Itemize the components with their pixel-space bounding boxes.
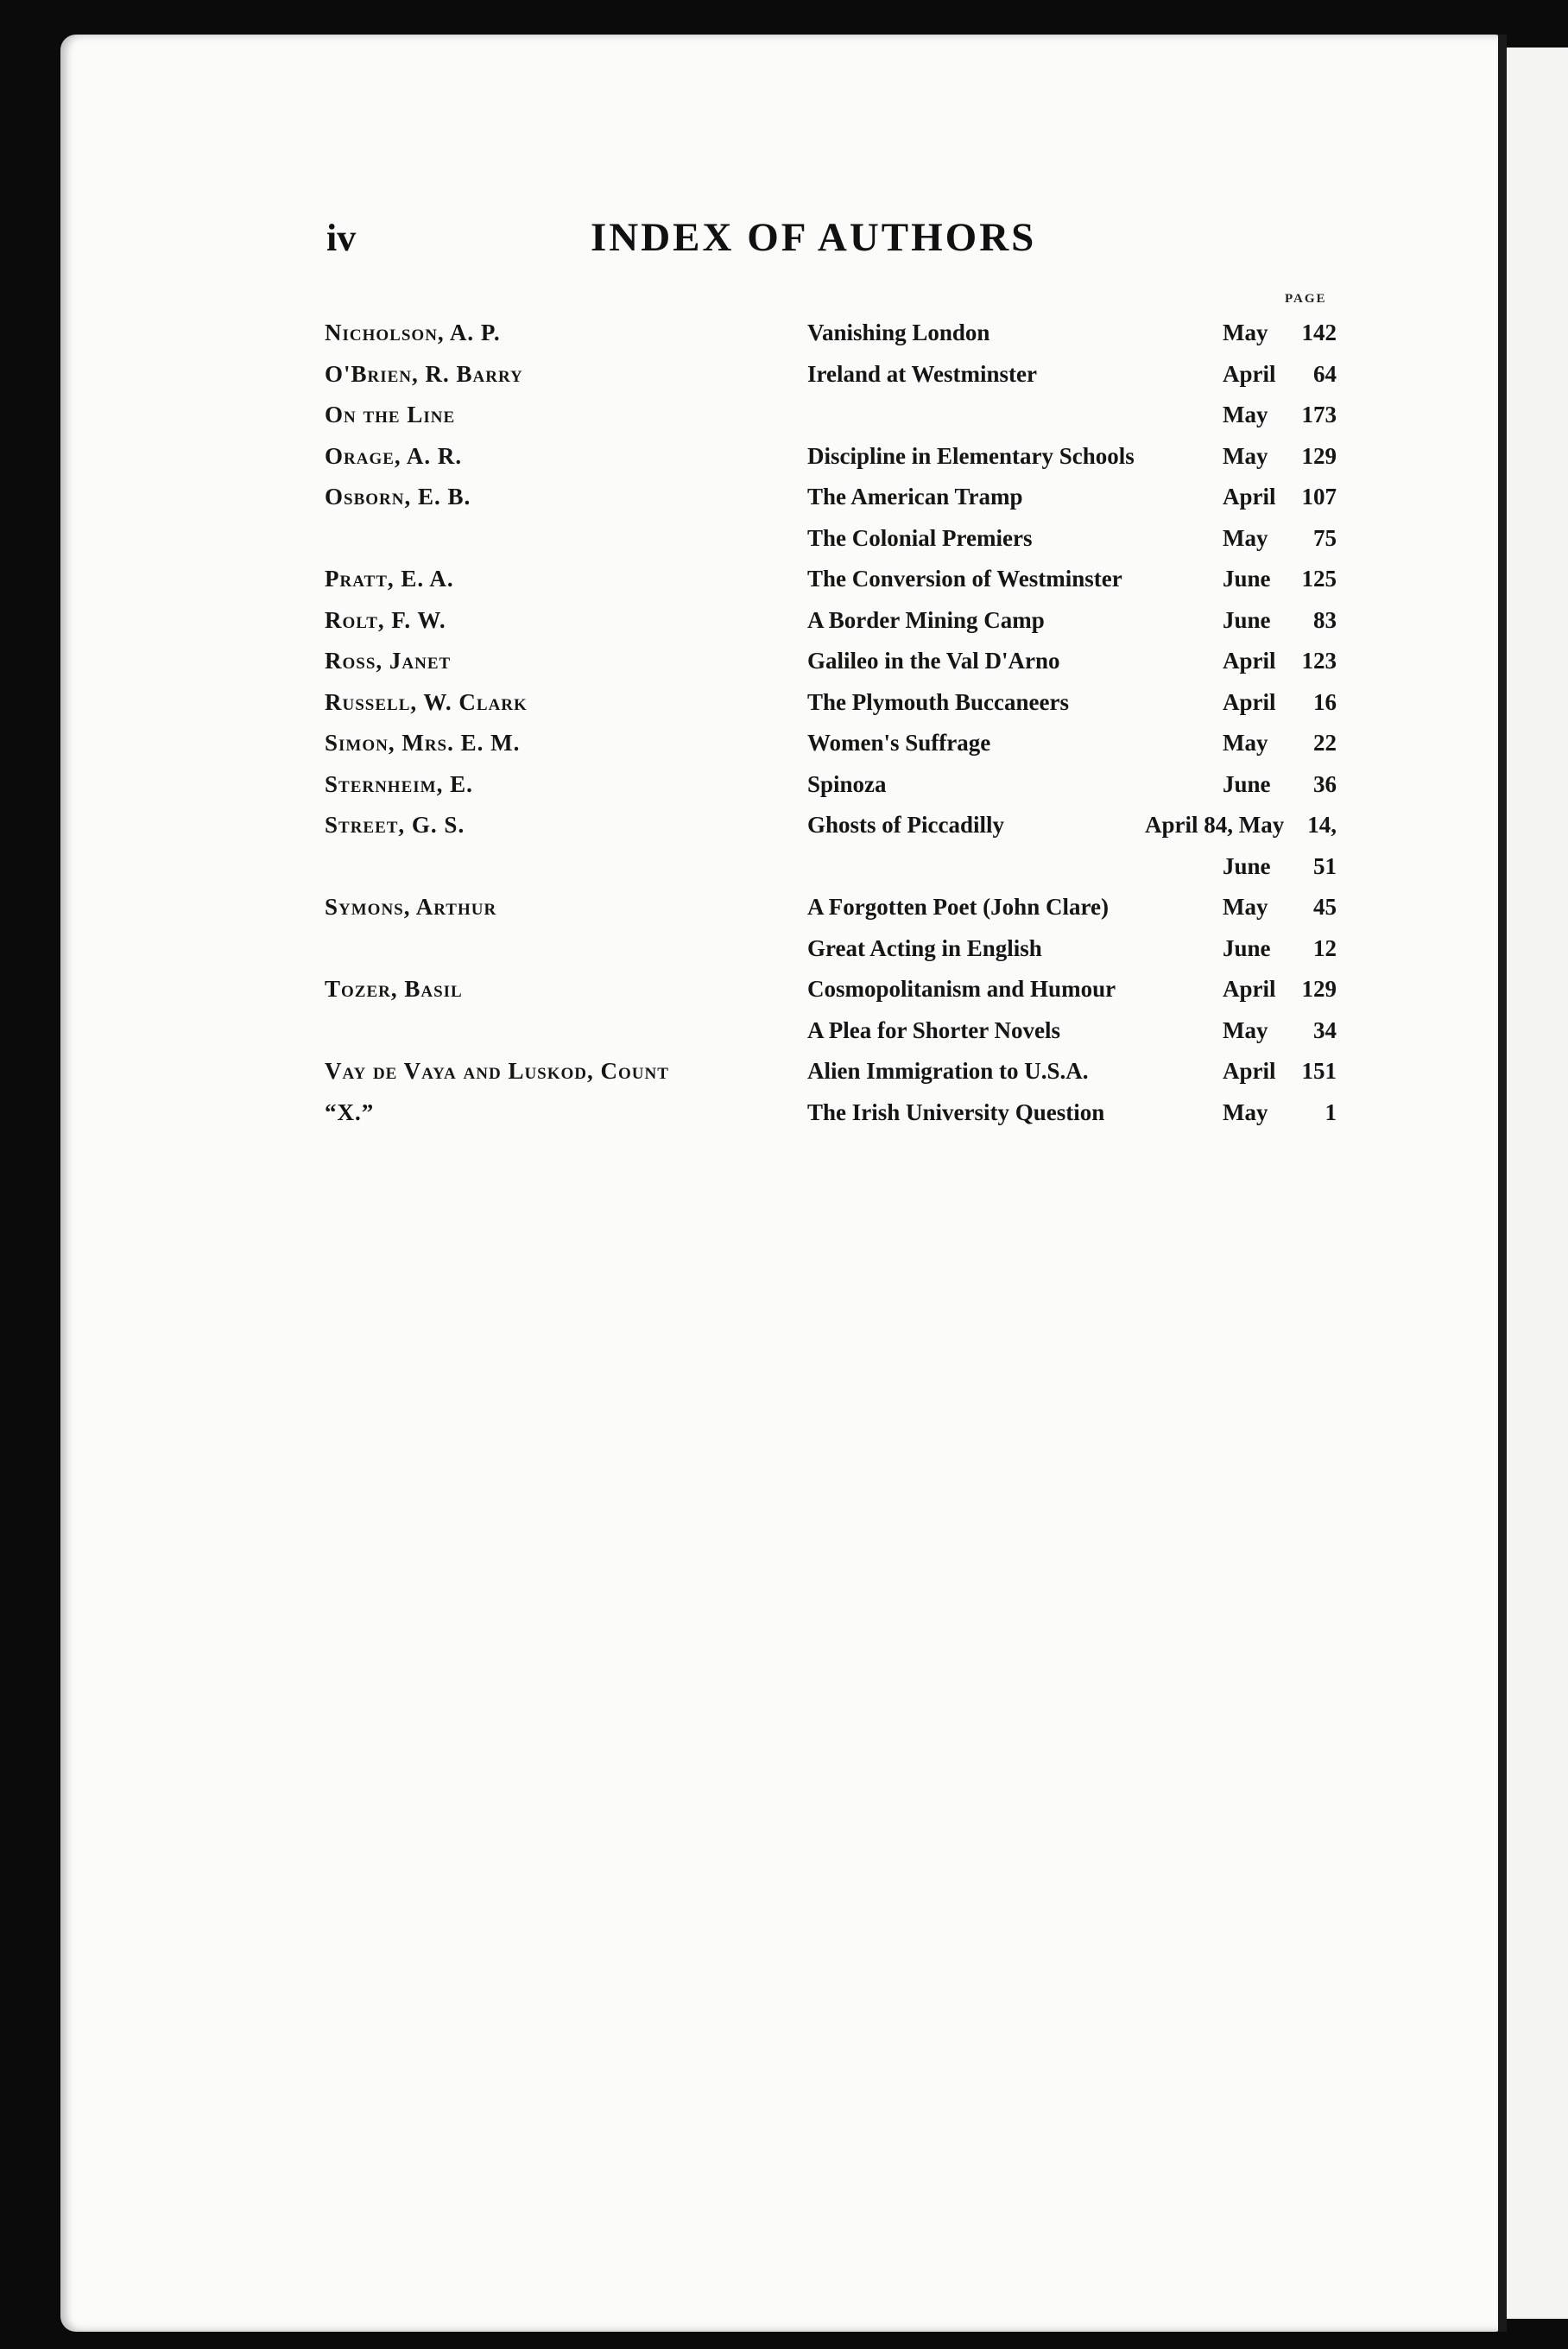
index-row bbox=[325, 600, 1344, 642]
issue-month: May bbox=[1223, 1099, 1268, 1125]
author-name: Simon, Mrs. E. M. bbox=[325, 730, 521, 756]
author-name: Vay de Vaya and Luskod, Count bbox=[325, 1058, 669, 1084]
author-name: O'Brien, R. Barry bbox=[325, 360, 523, 387]
index-row bbox=[325, 1010, 1344, 1052]
article-title: Ghosts of Piccadilly bbox=[807, 812, 1004, 838]
article-title: Discipline in Elementary Schools bbox=[807, 442, 1135, 469]
page-header bbox=[326, 214, 1338, 266]
page-number: 125 bbox=[1301, 566, 1337, 592]
index-row bbox=[325, 436, 1344, 478]
author-name: Symons, Arthur bbox=[325, 894, 497, 920]
article-title: The Irish University Question bbox=[807, 1099, 1105, 1125]
page-number: 129 bbox=[1301, 976, 1337, 1002]
facing-page-edge bbox=[1507, 47, 1568, 2319]
index-row bbox=[325, 1092, 1344, 1134]
author-name: Pratt, E. A. bbox=[325, 566, 454, 592]
index-row bbox=[325, 887, 1344, 928]
author-name: On the Line bbox=[325, 402, 456, 427]
index-row bbox=[325, 641, 1344, 682]
index-row bbox=[325, 846, 1344, 888]
issue-month: April bbox=[1223, 360, 1276, 387]
index-row bbox=[325, 805, 1344, 846]
page-number: 1 bbox=[1325, 1099, 1337, 1125]
issue-month: June bbox=[1223, 770, 1271, 797]
article-title: Great Acting in English bbox=[807, 934, 1042, 961]
author-name: Tozer, Basil bbox=[325, 976, 463, 1002]
page-number: 12 bbox=[1313, 934, 1337, 961]
index-row bbox=[325, 928, 1344, 970]
page-column-header: PAGE bbox=[1285, 292, 1327, 306]
author-index-table bbox=[325, 313, 1344, 1133]
article-title: Vanishing London bbox=[807, 320, 990, 345]
issue-month: May bbox=[1223, 894, 1268, 920]
index-row bbox=[325, 764, 1344, 806]
issue-month: April 84, May bbox=[1145, 812, 1285, 838]
index-row bbox=[325, 969, 1344, 1010]
issue-month: May bbox=[1223, 1016, 1268, 1043]
article-title: Galileo in the Val D'Arno bbox=[807, 648, 1060, 674]
page-number: 36 bbox=[1313, 770, 1337, 797]
issue-month: May bbox=[1223, 320, 1268, 345]
page-number: 123 bbox=[1301, 648, 1337, 674]
article-title: The Conversion of Westminster bbox=[807, 566, 1122, 592]
page-number: 51 bbox=[1313, 852, 1337, 879]
issue-month: April bbox=[1223, 484, 1276, 510]
article-title: Cosmopolitanism and Humour bbox=[807, 976, 1116, 1002]
issue-month: May bbox=[1223, 402, 1268, 427]
index-row bbox=[325, 313, 1344, 354]
issue-month: April bbox=[1223, 976, 1276, 1002]
page-number: 151 bbox=[1301, 1058, 1337, 1084]
article-title: A Border Mining Camp bbox=[807, 606, 1045, 633]
page-number: 45 bbox=[1313, 894, 1337, 920]
page-number: 14, bbox=[1307, 812, 1337, 838]
issue-month: June bbox=[1223, 606, 1271, 633]
author-name: “X.” bbox=[325, 1099, 375, 1125]
article-title: Ireland at Westminster bbox=[807, 360, 1037, 387]
article-title: Women's Suffrage bbox=[807, 730, 991, 756]
article-title: The Plymouth Buccaneers bbox=[807, 688, 1069, 715]
index-row bbox=[325, 723, 1344, 764]
index-row bbox=[325, 682, 1344, 724]
book-gutter bbox=[1498, 35, 1507, 2332]
article-title: The American Tramp bbox=[807, 484, 1023, 510]
issue-month: May bbox=[1223, 442, 1268, 469]
article-title: A Forgotten Poet (John Clare) bbox=[807, 894, 1109, 920]
page-number: 34 bbox=[1313, 1016, 1337, 1043]
page-number: 64 bbox=[1313, 360, 1337, 387]
page-number: 16 bbox=[1313, 688, 1337, 715]
issue-month: June bbox=[1223, 934, 1271, 961]
author-name: Ross, Janet bbox=[325, 648, 452, 674]
page-number: 129 bbox=[1301, 442, 1337, 469]
author-name: Russell, W. Clark bbox=[325, 688, 528, 715]
author-name: Rolt, F. W. bbox=[325, 606, 446, 633]
author-name: Orage, A. R. bbox=[325, 442, 463, 469]
article-title: Spinoza bbox=[807, 770, 887, 797]
page-number: 83 bbox=[1313, 606, 1337, 633]
index-row bbox=[325, 559, 1344, 600]
page-number: 142 bbox=[1301, 320, 1337, 345]
index-row bbox=[325, 1051, 1344, 1092]
page-folio: iv bbox=[326, 217, 357, 259]
page-title: INDEX OF AUTHORS bbox=[591, 215, 1037, 260]
page-number: 173 bbox=[1301, 402, 1337, 427]
index-row bbox=[325, 518, 1344, 560]
issue-month: April bbox=[1223, 648, 1276, 674]
index-row bbox=[325, 477, 1344, 518]
index-row bbox=[325, 354, 1344, 396]
article-title: A Plea for Shorter Novels bbox=[807, 1016, 1060, 1043]
article-title: The Colonial Premiers bbox=[807, 524, 1033, 551]
issue-month: April bbox=[1223, 1058, 1276, 1084]
page-number: 22 bbox=[1313, 730, 1337, 756]
author-name: Nicholson, A. P. bbox=[325, 320, 501, 345]
index-row bbox=[325, 395, 1344, 436]
author-name: Street, G. S. bbox=[325, 812, 465, 838]
author-name: Sternheim, E. bbox=[325, 770, 473, 797]
article-title: Alien Immigration to U.S.A. bbox=[807, 1058, 1089, 1084]
page-number: 75 bbox=[1313, 524, 1337, 551]
page-number: 107 bbox=[1301, 484, 1337, 510]
issue-month: May bbox=[1223, 524, 1268, 551]
issue-month: April bbox=[1223, 688, 1276, 715]
issue-month: May bbox=[1223, 730, 1268, 756]
issue-month: June bbox=[1223, 852, 1271, 879]
author-name: Osborn, E. B. bbox=[325, 484, 471, 510]
issue-month: June bbox=[1223, 566, 1271, 592]
